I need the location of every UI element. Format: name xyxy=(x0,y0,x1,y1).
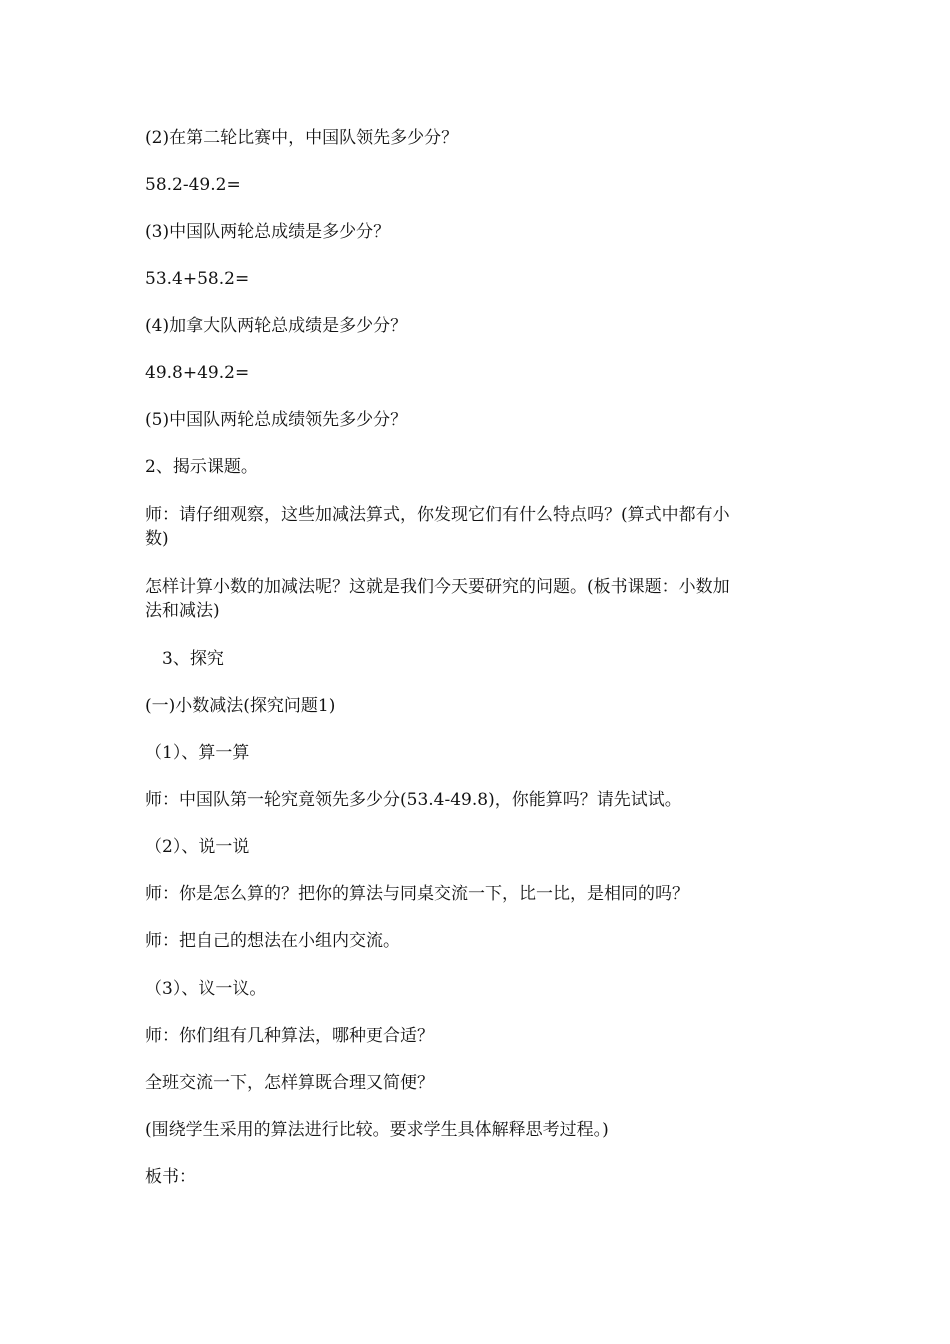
step-1-heading: （1）、算一算 xyxy=(145,743,250,763)
paragraph-step-3b: 全班交流一下，怎样算既合理又简便？ xyxy=(145,1073,434,1093)
subsection-decimal-subtraction: (一)小数减法(探究问题1) xyxy=(145,696,336,716)
question-4: (4)加拿大队两轮总成绩是多少分？ xyxy=(145,316,408,336)
board-writing-label: 板书： xyxy=(145,1167,196,1187)
paragraph-step-3a: 师：你们组有几种算法，哪种更合适？ xyxy=(145,1026,434,1046)
section-heading-3: 3、探究 xyxy=(162,649,224,669)
paragraph-step-3c: (围绕学生采用的算法进行比较。要求学生具体解释思考过程。) xyxy=(145,1120,609,1140)
equation-1: 58.2-49.2= xyxy=(145,175,241,195)
paragraph-teacher-observe-cont: 数) xyxy=(145,529,169,549)
section-heading-2: 2、揭示课题。 xyxy=(145,457,258,477)
paragraph-step-1: 师：中国队第一轮究竟领先多少分(53.4-49.8)，你能算吗？请先试试。 xyxy=(145,790,682,810)
equation-3: 49.8+49.2= xyxy=(145,363,250,383)
step-3-heading: （3）、议一议。 xyxy=(145,979,267,999)
question-2: (2)在第二轮比赛中，中国队领先多少分？ xyxy=(145,128,459,148)
equation-2: 53.4+58.2= xyxy=(145,269,250,289)
paragraph-teacher-observe: 师：请仔细观察，这些加减法算式，你发现它们有什么特点吗？(算式中都有小 xyxy=(145,505,730,525)
paragraph-reveal-topic: 怎样计算小数的加减法呢？这就是我们今天要研究的问题。(板书课题：小数加 xyxy=(145,577,730,597)
question-5: (5)中国队两轮总成绩领先多少分？ xyxy=(145,410,408,430)
paragraph-step-2b: 师：把自己的想法在小组内交流。 xyxy=(145,931,400,951)
step-2-heading: （2）、说一说 xyxy=(145,837,250,857)
question-3: (3)中国队两轮总成绩是多少分？ xyxy=(145,222,391,242)
paragraph-reveal-topic-cont: 法和减法) xyxy=(145,601,220,621)
paragraph-step-2a: 师：你是怎么算的？把你的算法与同桌交流一下，比一比，是相同的吗？ xyxy=(145,884,689,904)
